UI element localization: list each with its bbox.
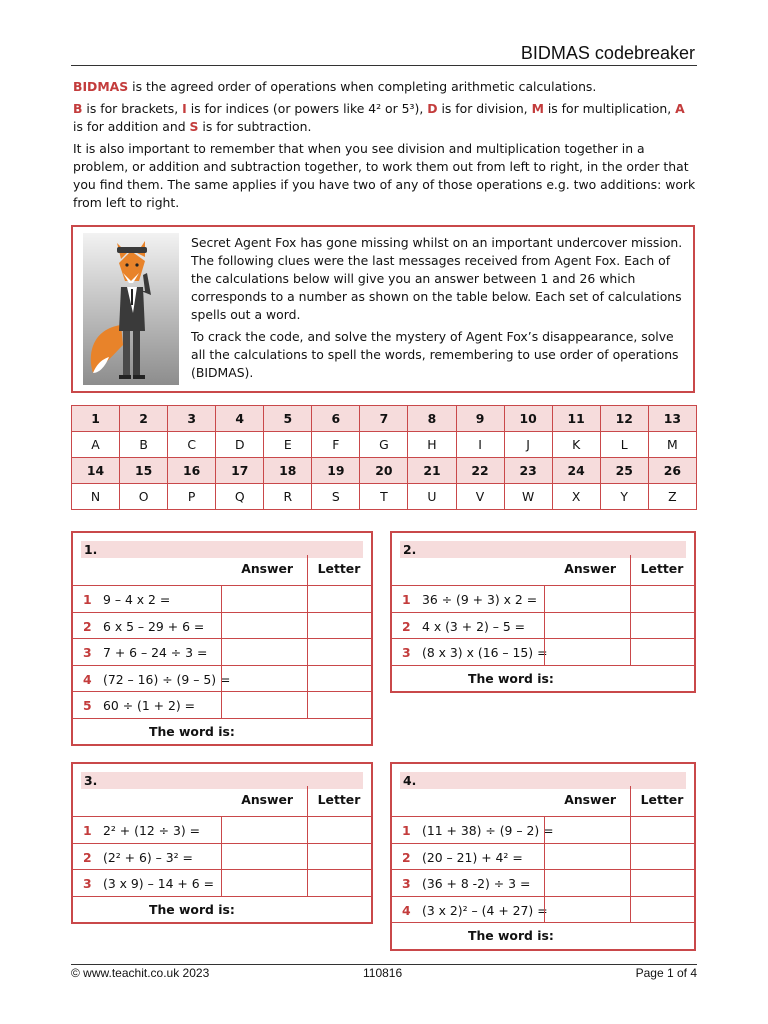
question-number: 2 bbox=[402, 618, 411, 634]
question-text: 60 ÷ (1 + 2) = bbox=[103, 698, 196, 713]
question-row bbox=[392, 896, 694, 924]
letter-cell[interactable] bbox=[307, 639, 371, 666]
code-letter-cell: R bbox=[264, 484, 312, 510]
code-letter-cell: Q bbox=[216, 484, 264, 510]
question-text: 6 x 5 – 29 + 6 = bbox=[103, 618, 205, 634]
code-number-cell: 2 bbox=[120, 406, 168, 432]
letter-cell[interactable] bbox=[307, 692, 371, 719]
letter-cell[interactable] bbox=[307, 817, 371, 844]
code-number-cell: 25 bbox=[600, 458, 648, 484]
code-number-cell: 19 bbox=[312, 458, 360, 484]
answer-cell[interactable] bbox=[221, 613, 308, 640]
answer-cell[interactable] bbox=[221, 639, 308, 666]
key-b: B bbox=[73, 101, 83, 116]
intro-paragraph-2 bbox=[73, 100, 697, 136]
set-title: 3. bbox=[81, 772, 363, 789]
column-divider bbox=[307, 786, 308, 816]
code-letter-cell: J bbox=[504, 432, 552, 458]
agent-fox-illustration bbox=[83, 233, 179, 385]
answer-column-header: Answer bbox=[241, 561, 293, 576]
code-number-cell: 12 bbox=[600, 406, 648, 432]
question-row bbox=[73, 816, 371, 844]
code-number-cell: 3 bbox=[168, 406, 216, 432]
key-m: M bbox=[531, 101, 544, 116]
letter-cell[interactable] bbox=[630, 613, 694, 640]
question-row bbox=[73, 843, 371, 871]
letter-cell[interactable] bbox=[630, 639, 694, 666]
code-number-cell: 7 bbox=[360, 406, 408, 432]
code-letter-cell: W bbox=[504, 484, 552, 510]
code-number-cell: 23 bbox=[504, 458, 552, 484]
question-text: (2² + 6) – 3² = bbox=[103, 849, 193, 865]
question-row bbox=[392, 638, 694, 666]
question-text: 36 ÷ (9 + 3) x 2 = bbox=[422, 592, 538, 607]
letter-cell[interactable] bbox=[307, 586, 371, 613]
footer-code: 110816 bbox=[363, 966, 403, 980]
answer-cell[interactable] bbox=[544, 817, 631, 844]
question-text: (72 – 16) ÷ (9 – 5) = bbox=[103, 671, 231, 687]
question-row bbox=[392, 816, 694, 844]
intro-text bbox=[73, 78, 697, 216]
question-set-3 bbox=[71, 762, 373, 924]
question-number: 4 bbox=[402, 902, 411, 918]
letter-cell[interactable] bbox=[630, 897, 694, 924]
word-label: The word is: bbox=[149, 723, 235, 739]
word-row bbox=[73, 718, 371, 746]
question-row bbox=[73, 869, 371, 897]
question-text: 7 + 6 – 24 ÷ 3 = bbox=[103, 645, 208, 660]
question-number: 1 bbox=[83, 823, 92, 838]
code-letter-cell: T bbox=[360, 484, 408, 510]
code-letter-cell: Z bbox=[648, 484, 696, 510]
letter-cell[interactable] bbox=[307, 844, 371, 871]
question-set-2 bbox=[390, 531, 696, 693]
code-letter-cell: M bbox=[648, 432, 696, 458]
column-divider bbox=[630, 555, 631, 585]
question-number: 3 bbox=[83, 645, 92, 660]
intro-paragraph-1 bbox=[73, 78, 697, 96]
code-number-cell: 21 bbox=[408, 458, 456, 484]
question-text: 9 – 4 x 2 = bbox=[103, 592, 171, 607]
story-paragraph-2: To crack the code, and solve the mystery of Agent Fox’s disappearance, solve all the calculations to spell the words, remembering to use order of operations (BIDMAS). bbox=[191, 329, 679, 380]
answer-cell[interactable] bbox=[221, 666, 308, 693]
code-number-cell: 18 bbox=[264, 458, 312, 484]
question-row bbox=[73, 612, 371, 640]
code-number-cell: 4 bbox=[216, 406, 264, 432]
code-number-cell: 13 bbox=[648, 406, 696, 432]
code-number-cell: 15 bbox=[120, 458, 168, 484]
letter-cell[interactable] bbox=[630, 817, 694, 844]
key-s: S bbox=[189, 119, 199, 134]
code-number-cell: 5 bbox=[264, 406, 312, 432]
code-letter-cell: S bbox=[312, 484, 360, 510]
answer-cell[interactable] bbox=[544, 844, 631, 871]
footer-copyright: © www.teachit.co.uk 2023 bbox=[71, 966, 210, 980]
code-table-row bbox=[72, 432, 697, 458]
answer-cell[interactable] bbox=[221, 692, 308, 719]
intro-p1-text: is the agreed order of operations when completing arithmetic calculations. bbox=[128, 79, 597, 94]
question-text: 4 x (3 + 2) – 5 = bbox=[422, 618, 526, 634]
word-label: The word is: bbox=[468, 670, 554, 686]
question-number: 2 bbox=[83, 618, 92, 634]
letter-cell[interactable] bbox=[630, 844, 694, 871]
answer-cell[interactable] bbox=[221, 586, 308, 613]
key-a: A bbox=[675, 101, 685, 116]
letter-cell[interactable] bbox=[307, 613, 371, 640]
question-row bbox=[73, 665, 371, 693]
letter-column-header: Letter bbox=[317, 792, 361, 807]
code-letter-cell: E bbox=[264, 432, 312, 458]
letter-column-header: Letter bbox=[317, 561, 361, 576]
question-row bbox=[392, 869, 694, 897]
set-title: 2. bbox=[400, 541, 686, 558]
question-text: 2² + (12 ÷ 3) = bbox=[103, 823, 201, 838]
code-number-cell: 6 bbox=[312, 406, 360, 432]
letter-column-header: Letter bbox=[640, 792, 684, 807]
question-row bbox=[392, 585, 694, 613]
text-m: is for multiplication, bbox=[543, 101, 676, 116]
story-text bbox=[191, 234, 691, 386]
word-label: The word is: bbox=[468, 928, 554, 943]
question-text: (20 – 21) + 4² = bbox=[422, 849, 523, 865]
question-text: (3 x 2)² – (4 + 27) = bbox=[422, 902, 548, 918]
page-title: BIDMAS codebreaker bbox=[520, 43, 695, 63]
bidmas-keyword: BIDMAS bbox=[73, 79, 129, 94]
code-number-cell: 16 bbox=[168, 458, 216, 484]
column-divider bbox=[630, 786, 631, 816]
story-box bbox=[71, 225, 695, 393]
code-number-cell: 11 bbox=[552, 406, 600, 432]
answer-cell[interactable] bbox=[544, 870, 631, 897]
answer-column-header: Answer bbox=[564, 792, 616, 807]
code-table bbox=[71, 405, 697, 510]
code-letter-cell: F bbox=[312, 432, 360, 458]
code-number-cell: 14 bbox=[72, 458, 120, 484]
code-letter-cell: A bbox=[72, 432, 120, 458]
intro-paragraph-3: It is also important to remember that when you see division and multiplication together in a problem, or addition and subtraction together, to work them out from left to right, in the order that you find them. The same applies if you have two of any of those operations e.g. two additions: work from left to right. bbox=[73, 141, 696, 210]
question-row bbox=[392, 612, 694, 640]
set-title: 1. bbox=[81, 541, 363, 558]
code-number-cell: 26 bbox=[648, 458, 696, 484]
question-text: (3 x 9) – 14 + 6 = bbox=[103, 876, 214, 891]
code-letter-cell: C bbox=[168, 432, 216, 458]
code-letter-cell: N bbox=[72, 484, 120, 510]
text-b: is for brackets, bbox=[82, 101, 183, 116]
key-d: D bbox=[427, 101, 438, 116]
code-letter-cell: V bbox=[456, 484, 504, 510]
answer-cell[interactable] bbox=[544, 897, 631, 924]
code-letter-cell: O bbox=[120, 484, 168, 510]
code-letter-cell: D bbox=[216, 432, 264, 458]
letter-cell[interactable] bbox=[307, 870, 371, 897]
code-table-row bbox=[72, 484, 697, 510]
question-text: (8 x 3) x (16 – 15) = bbox=[422, 645, 548, 660]
word-label: The word is: bbox=[149, 901, 235, 917]
answer-cell[interactable] bbox=[221, 844, 308, 871]
letter-cell[interactable] bbox=[630, 870, 694, 897]
question-number: 3 bbox=[402, 645, 411, 660]
answer-cell[interactable] bbox=[221, 817, 308, 844]
letter-column-header: Letter bbox=[640, 561, 684, 576]
key-i: I bbox=[182, 101, 187, 116]
code-table-row bbox=[72, 458, 697, 484]
code-number-cell: 8 bbox=[408, 406, 456, 432]
question-number: 3 bbox=[83, 876, 92, 891]
question-text: (36 + 8 -2) ÷ 3 = bbox=[422, 876, 531, 891]
text-i: is for indices (or powers like 4² or 5³), bbox=[186, 101, 428, 116]
question-number: 4 bbox=[83, 671, 92, 687]
question-set-1 bbox=[71, 531, 373, 746]
code-table-row bbox=[72, 406, 697, 432]
code-letter-cell: G bbox=[360, 432, 408, 458]
code-number-cell: 22 bbox=[456, 458, 504, 484]
letter-cell[interactable] bbox=[307, 666, 371, 693]
header-rule bbox=[71, 65, 697, 66]
code-letter-cell: I bbox=[456, 432, 504, 458]
word-row bbox=[392, 665, 694, 693]
story-paragraph-1: Secret Agent Fox has gone missing whilst on an important undercover mission. The following clues were the last messages received from Agent Fox. Each of the calculations below will give you an answer between 1 and 26 which corresponds to a number as shown on the table below. Each set of calculations spells out a word. bbox=[191, 235, 683, 322]
question-number: 1 bbox=[402, 592, 411, 607]
text-s: is for subtraction. bbox=[198, 119, 312, 134]
code-number-cell: 1 bbox=[72, 406, 120, 432]
answer-cell[interactable] bbox=[544, 586, 631, 613]
question-number: 3 bbox=[402, 876, 411, 891]
code-letter-cell: Y bbox=[600, 484, 648, 510]
question-number: 5 bbox=[83, 698, 92, 713]
answer-cell[interactable] bbox=[544, 613, 631, 640]
answer-cell[interactable] bbox=[544, 639, 631, 666]
code-letter-cell: H bbox=[408, 432, 456, 458]
answer-cell[interactable] bbox=[221, 870, 308, 897]
question-row bbox=[73, 691, 371, 719]
text-a: is for addition and bbox=[73, 119, 190, 134]
column-divider bbox=[307, 555, 308, 585]
question-set-4 bbox=[390, 762, 696, 951]
footer-page: Page 1 of 4 bbox=[635, 966, 697, 980]
code-letter-cell: P bbox=[168, 484, 216, 510]
code-letter-cell: X bbox=[552, 484, 600, 510]
code-number-cell: 20 bbox=[360, 458, 408, 484]
question-number: 2 bbox=[402, 849, 411, 865]
question-row bbox=[392, 843, 694, 871]
code-number-cell: 17 bbox=[216, 458, 264, 484]
question-number: 1 bbox=[83, 592, 92, 607]
code-letter-cell: L bbox=[600, 432, 648, 458]
word-row bbox=[73, 896, 371, 924]
set-title: 4. bbox=[400, 772, 686, 789]
code-number-cell: 9 bbox=[456, 406, 504, 432]
answer-column-header: Answer bbox=[564, 561, 616, 576]
code-number-cell: 24 bbox=[552, 458, 600, 484]
code-letter-cell: K bbox=[552, 432, 600, 458]
word-row bbox=[392, 922, 694, 950]
code-number-cell: 10 bbox=[504, 406, 552, 432]
question-text: (11 + 38) ÷ (9 – 2) = bbox=[422, 823, 554, 838]
code-letter-cell: B bbox=[120, 432, 168, 458]
letter-cell[interactable] bbox=[630, 586, 694, 613]
question-row bbox=[73, 585, 371, 613]
footer-rule bbox=[71, 964, 697, 965]
text-d: is for division, bbox=[437, 101, 532, 116]
question-number: 2 bbox=[83, 849, 92, 865]
question-number: 1 bbox=[402, 823, 411, 838]
answer-column-header: Answer bbox=[241, 792, 293, 807]
question-row bbox=[73, 638, 371, 666]
code-letter-cell: U bbox=[408, 484, 456, 510]
